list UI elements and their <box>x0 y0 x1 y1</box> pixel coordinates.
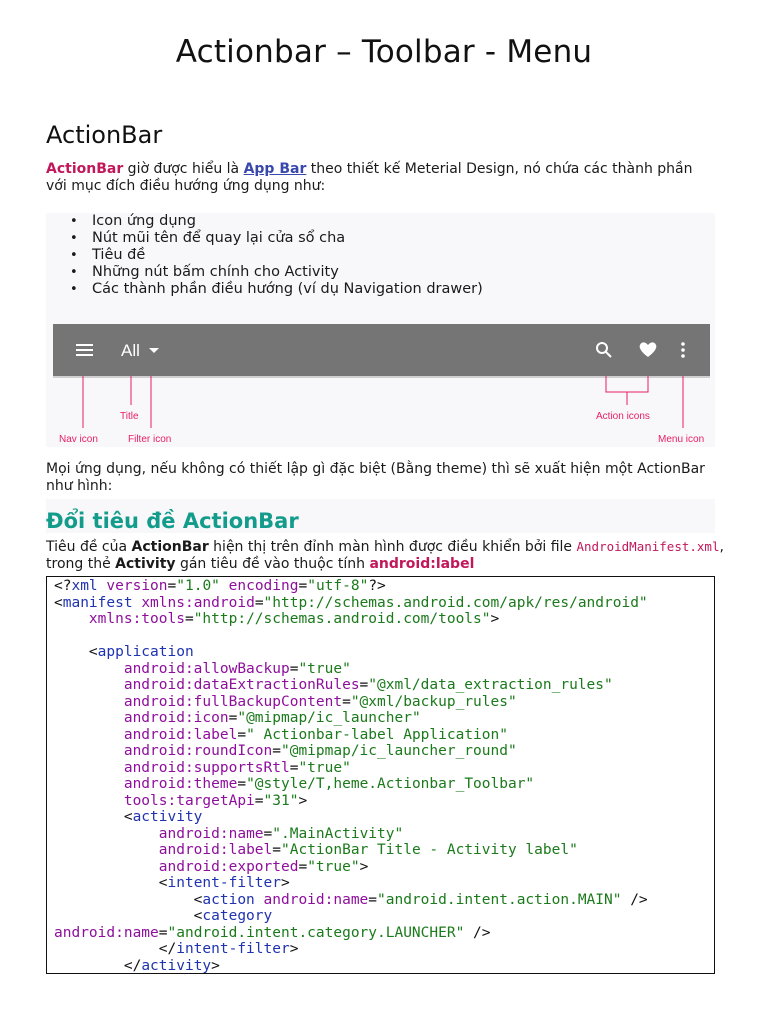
feature-list-box <box>46 213 715 301</box>
code-line: android:icon="@mipmap/ic_launcher" <box>123 710 421 726</box>
code-line: <application <box>54 644 194 660</box>
p-text-4: gán tiêu đề vào thuộc tính <box>175 556 370 572</box>
code-line: <manifest xmlns:android="http://schemas.android.com/apk/res/android" <box>54 594 648 611</box>
label-title: Title <box>120 411 139 422</box>
title-paragraph <box>46 538 726 573</box>
code-line: </intent-filter> <box>54 941 299 957</box>
code-line: android:fullBackupContent="@xml/backup_rules" <box>123 693 517 710</box>
p-text-2: hiện thị trên đỉnh màn hình được điều khiển bởi file <box>208 539 577 555</box>
code-line: android:roundIcon="@mipmap/ic_launcher_round" <box>123 743 517 759</box>
code-line: android:name="android.intent.category.LAUNCHER" /> <box>54 924 491 941</box>
callout-lines <box>83 376 683 428</box>
intro-text-2: theo thiết kế Meterial Design, nó chứa các thành phần với mục đích điều hướng ứng dụng như: <box>46 161 693 194</box>
actionbar-figure <box>46 300 715 447</box>
label-menu-icon: Menu icon <box>658 434 705 445</box>
actionbar-diagram <box>46 300 715 447</box>
page-title: Actionbar – Toolbar - Menu <box>175 34 593 70</box>
code-line: <intent-filter> <box>54 875 290 891</box>
code-line: android:label=" Actionbar-label Application" <box>123 726 508 743</box>
section-heading-change-title: Đổi tiêu đề ActionBar <box>46 509 299 533</box>
list-item: • Các thành phần điều hướng (ví dụ Navigation drawer) <box>92 281 715 298</box>
p-bold-actionbar: ActionBar <box>131 539 209 555</box>
after-figure-paragraph: Mọi ứng dụng, nếu không có thiết lập gì đặc biệt (Bằng theme) thì sẽ xuất hiện một ActionBar như hình: <box>46 461 705 494</box>
p-attr-label: android:label <box>369 556 475 572</box>
code-line: <activity <box>54 809 203 825</box>
code-line: <category <box>54 908 273 924</box>
p-text-1: Tiêu đề của <box>46 539 132 555</box>
code-block <box>46 576 715 974</box>
code-line: </activity> <box>54 957 220 974</box>
code-line: android:allowBackup="true" <box>123 660 351 677</box>
feature-list <box>46 213 715 298</box>
code-line: android:theme="@style/T,heme.Actionbar_Toolbar" <box>123 776 535 792</box>
intro-text-1: giờ được hiểu là <box>123 161 244 177</box>
menu-icon <box>76 344 93 356</box>
section-heading-actionbar: ActionBar <box>46 121 163 149</box>
filter-text: All <box>121 341 140 360</box>
intro-paragraph <box>46 161 716 195</box>
actionbar-term: ActionBar <box>46 161 124 177</box>
label-action-icons: Action icons <box>596 411 650 422</box>
code-content <box>47 577 714 974</box>
p-text-3: , trong thẻ <box>46 539 724 572</box>
label-nav-icon: Nav icon <box>59 434 98 445</box>
list-item: • Những nút bấm chính cho Activity <box>92 264 715 281</box>
code-line: android:exported="true"> <box>158 858 369 875</box>
code-line: android:name=".MainActivity" <box>158 825 404 842</box>
manifest-filename: AndroidManifest.xml <box>576 539 720 554</box>
list-item: • Nút mũi tên để quay lại cửa sổ cha <box>92 230 715 247</box>
p-bold-activity: Activity <box>115 556 176 572</box>
code-line: <?xml version="1.0" encoding="utf-8"?> <box>54 578 386 594</box>
code-line: android:supportsRtl="true" <box>123 759 351 776</box>
list-item: • Tiêu đề <box>92 247 715 264</box>
code-line: xmlns:tools="http://schemas.android.com/tools"> <box>88 611 500 627</box>
more-vert-icon <box>681 342 685 358</box>
list-item: • Icon ứng dụng <box>92 213 715 230</box>
code-line: android:label="ActionBar Title - Activity label" <box>158 842 578 858</box>
label-filter-icon: Filter icon <box>128 434 172 445</box>
app-bar-link[interactable]: App Bar <box>243 161 307 177</box>
code-line: tools:targetApi="31"> <box>123 792 308 809</box>
code-line: android:dataExtractionRules="@xml/data_extraction_rules" <box>123 677 613 693</box>
code-line: <action android:name="android.intent.action.MAIN" /> <box>54 891 648 908</box>
